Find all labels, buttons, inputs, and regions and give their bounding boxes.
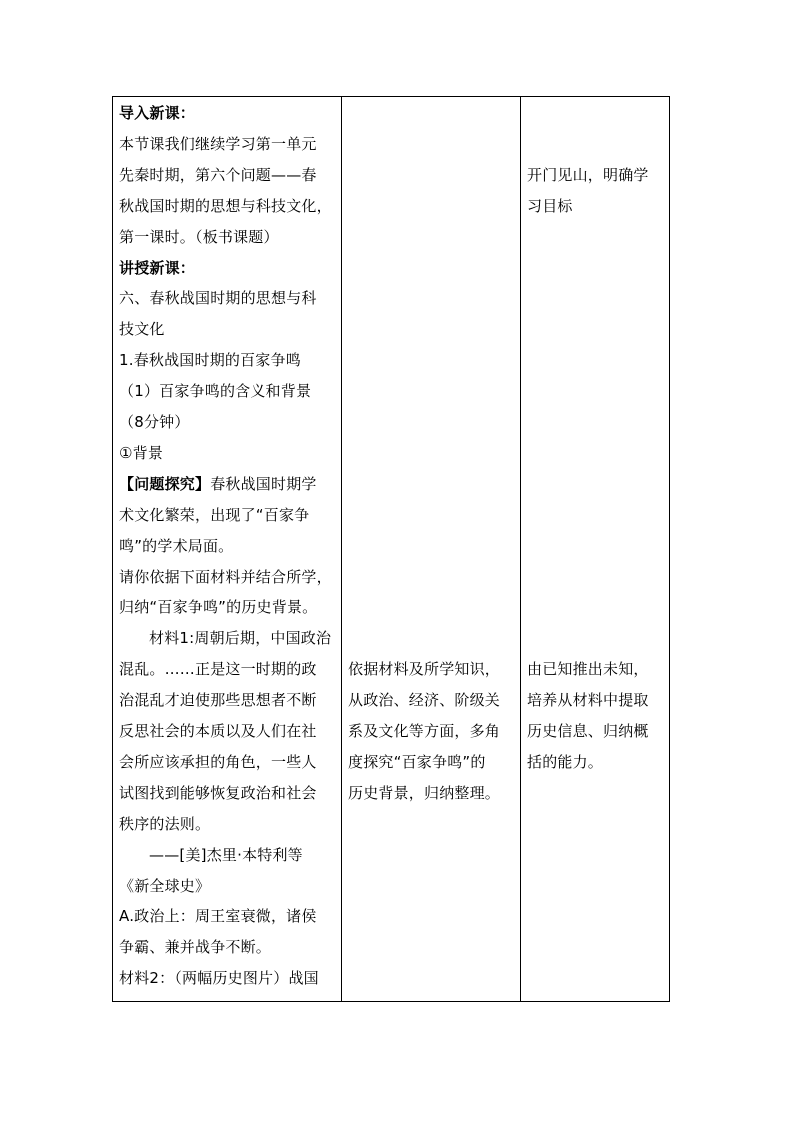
content-line: 材料1:周朝后期，中国政治 [149,629,332,648]
content-line: 先秦时期，第六个问题——春 [119,165,317,184]
content-line: 导入新课： [119,104,196,122]
content-line: （8分钟） [119,413,190,431]
content-line: 1.春秋战国时期的百家争鸣 [119,351,301,370]
content-line: 会所应该承担的角色，一些人 [119,752,317,771]
lesson-plan-table [112,96,670,1002]
activity-line: 系及文化等方面，多角 [348,722,501,740]
teaching-content-cell [113,97,342,1002]
content-line: 试图找到能够恢复政治和社会 [119,783,317,802]
content-line: ——[美]杰里·本特利等 [149,845,303,864]
teaching-content-lines [113,97,341,1001]
content-line: 本节课我们继续学习第一单元 [119,134,317,153]
intent-line: 开门见山，明确学 [527,165,649,184]
content-line: 秩序的法则。 [119,814,211,833]
student-activity-cell [342,97,521,1002]
content-line: 反思社会的本质以及人们在社 [119,722,317,740]
intent-line: 历史信息、归纳概 [527,722,649,740]
activity-line: 历史背景，归纳整理。 [348,783,501,802]
content-line: 第一课时。（板书课题） [119,227,279,246]
content-line: 争霸、兼并战争不断。 [119,938,272,957]
content-line: （1）百家争鸣的含义和背景 [119,382,312,401]
intent-line: 习目标 [527,196,573,215]
content-line: 秋战国时期的思想与科技文化， [119,196,332,215]
activity-line: 度探究“百家争鸣”的 [348,752,486,771]
content-line: 归纳“百家争鸣”的历史背景。 [119,598,318,617]
content-line: 材料2：（两幅历史图片）战国 [119,969,319,988]
content-line: 请你依据下面材料并结合所学， [119,567,332,586]
content-line: 六、春秋战国时期的思想与科 [119,289,317,308]
design-intent-lines [521,97,669,1001]
intent-line: 由已知推出未知， [527,660,649,679]
section-label: 【问题探究】 [119,474,211,493]
content-line [119,474,317,494]
activity-line: 依据材料及所学知识， [348,660,501,679]
content-line: ①背景 [119,443,164,462]
content-line: 术文化繁荣，出现了“百家争 [119,505,310,524]
content-line: 技文化 [119,320,165,339]
intent-line: 括的能力。 [527,752,604,771]
table-row [113,97,670,1002]
activity-line: 从政治、经济、阶级关 [348,691,501,710]
content-text: 春秋战国时期学 [210,474,317,493]
content-line: 《新全球史》 [119,876,211,895]
student-activity-lines [342,97,520,1001]
content-line: 混乱。……正是这一时期的政 [119,660,317,679]
design-intent-cell [521,97,670,1002]
content-line: 治混乱才迫使那些思想者不断 [119,691,317,710]
content-line: A.政治上：周王室衰微，诸侯 [119,907,317,926]
content-line: 鸣”的学术局面。 [119,536,234,555]
intent-line: 培养从材料中提取 [527,691,649,710]
content-line: 讲授新课： [119,258,196,277]
